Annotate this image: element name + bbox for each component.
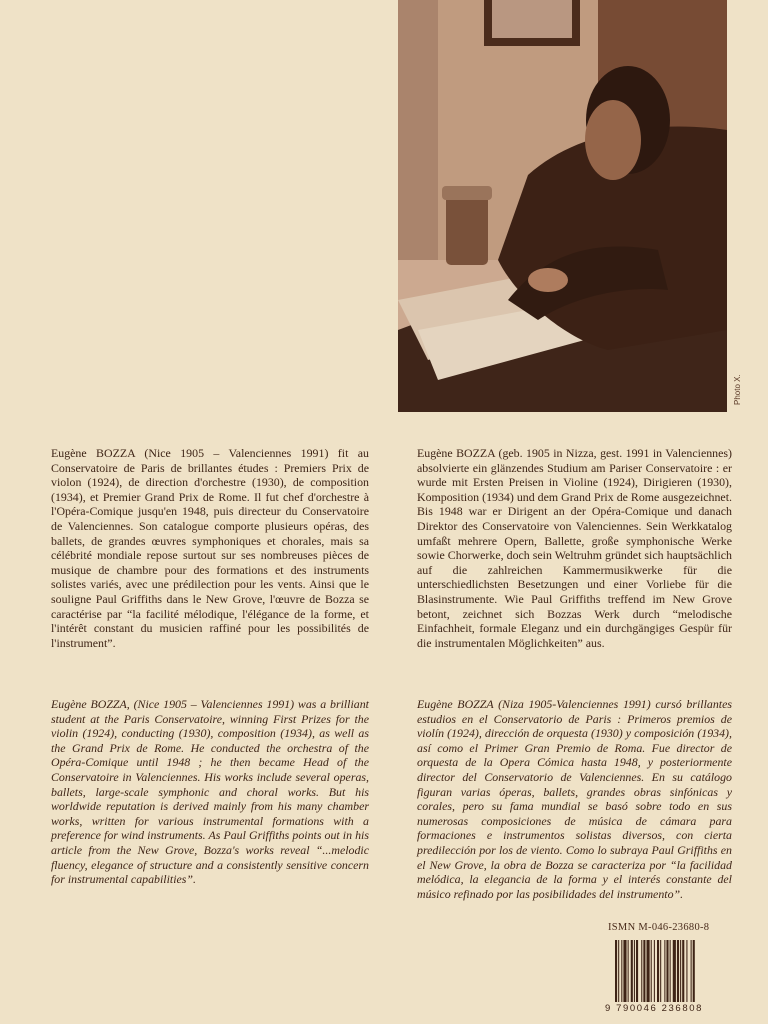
- barcode-bar: [623, 940, 626, 1002]
- bio-spanish-text: Eugène BOZZA (Niza 1905-Valenciennes 1991) cursó brillantes estudios en el Conservatorio de Paris : Primeros premios de violín (1924), dirección de orquesta (1930) y composición (1934), así como el Primer Gran Premio de Roma. Fue director de orquesta de la Opera Cómica hasta 1948, y posteriormente director del Conservatorio de Valenciennes. En su catálogo figuran varias óperas, ballets, grandes obras sinfónicas y corales, pero su fama mundial se basó sobre todo en sus numerosas composiciones de música de cámara para formaciones e instrumentos solistas diversos, con cierta predilección por los de viento. Como lo subraya Paul Griffiths en el New Grove, la obra de Bozza se caracteriza por “la facilidad melódica, la elegancia de la forma y el interés constante del músico refinado por las posibilidades del instrumento”.: [417, 697, 732, 901]
- barcode-bar: [647, 940, 650, 1002]
- barcode: [615, 940, 742, 1002]
- barcode-bar: [666, 940, 668, 1002]
- barcode-bar: [691, 940, 692, 1002]
- barcode-bar: [628, 940, 629, 1002]
- bio-german-text: Eugène BOZZA (geb. 1905 in Nizza, gest. 1991 in Valenciennes) absolvierte ein glänzendes Studium am Pariser Conservatoire : er wurde mit Ersten Preisen in Violine (1924), Dirigieren (1930), Komposition (1934) und dem Grand Prix de Rome ausgezeichnet. Bis 1948 war er Dirigent an der Opéra-Comique und danach Direktor des Conservatoire von Valenciennes. Sein Werkkatalog umfaßt mehrere Opern, Ballette, große symphonische Werke sowie Chorwerke, doch sein Weltruhm gründet sich hauptsächlich auf die zahlreichen Kammermusikwerke für die unterschiedlichsten Besetzungen und einer Vorliebe für die Blasinstrumente. Wie Paul Griffiths treffend im New Grove betont, zeichnet sich Bozzas Werk durch “melodische Einfachheit, formale Eleganz und ein durchgängiges Gespür für die instrumentalen Möglichkeiten” aus.: [417, 446, 732, 650]
- photo-credit: Photo X.: [733, 374, 742, 405]
- barcode-bar: [657, 940, 659, 1002]
- barcode-bar: [631, 940, 633, 1002]
- bio-spanish: [417, 697, 732, 901]
- barcode-bar: [654, 940, 655, 1002]
- bio-german: [417, 446, 732, 650]
- barcode-bar: [682, 940, 684, 1002]
- barcode-number: 9 790046 236808: [605, 1003, 703, 1014]
- barcode-bar: [686, 940, 687, 1002]
- barcode-bar: [677, 940, 679, 1002]
- bio-english-text: Eugène BOZZA, (Nice 1905 – Valenciennes 1991) was a brilliant student at the Paris Conservatoire, winning First Prizes for the violin (1924), conducting (1930), composition (1934), as well as the Grand Prix de Rome. He conducted the orchestra of the Opéra-Comique until 1948 ; he then became Head of the Conservatoire in Valenciennes. His works include several operas, ballets, large-scale symphonic and choral works. But his worldwide reputation is derived mainly from his many chamber works, written for various instrumental formations with a preference for wind instruments. As Paul Griffiths points out in his article from the New Grove, Bozza's works reveal “...melodic fluency, elegance of structure and a consistently sensitive concern for instrumental capabilities”.: [51, 697, 369, 887]
- barcode-bar: [618, 940, 619, 1002]
- barcode-bar: [621, 940, 622, 1002]
- composer-photo-image: [398, 0, 727, 412]
- barcode-bar: [641, 940, 642, 1002]
- composer-photo: [398, 0, 727, 412]
- barcode-bar: [693, 940, 695, 1002]
- barcode-bar: [634, 940, 635, 1002]
- barcode-bar: [651, 940, 652, 1002]
- barcode-bar: [664, 940, 665, 1002]
- bio-english: [51, 697, 369, 887]
- bio-french: [51, 446, 369, 650]
- barcode-bar: [660, 940, 661, 1002]
- barcode-bar: [680, 940, 681, 1002]
- barcode-bar: [643, 940, 645, 1002]
- barcode-bar: [670, 940, 671, 1002]
- barcode-bar: [615, 940, 617, 1002]
- ismn-code: ISMN M-046-23680-8: [608, 922, 710, 933]
- bio-french-text: Eugène BOZZA (Nice 1905 – Valenciennes 1991) fit au Conservatoire de Paris de brillantes études : Premiers Prix de violon (1924), de direction d'orchestre (1930), de composition (1934), et Premier Grand Prix de Rome. Il fut chef d'orchestre à l'Opéra-Comique jusqu'en 1948, puis directeur du Conservatoire de Valenciennes. Son catalogue comporte plusieurs opéras, des ballets, de grandes œuvres symphoniques et chorales, mais sa célébrité mondiale repose surtout sur ses nombreuses pièces de musique de chambre pour des formations et des instruments solistes variés, avec une prédilection pour les vents. Ainsi que le souligne Paul Griffiths dans le New Grove, l'œuvre de Bozza se caractérise par “la facilité mélodique, l'élégance de la forme, et l'intérêt constant du musicien raffiné pour les possibilités de l'instrument”.: [51, 446, 369, 650]
- barcode-bar: [636, 940, 638, 1002]
- barcode-bar: [673, 940, 676, 1002]
